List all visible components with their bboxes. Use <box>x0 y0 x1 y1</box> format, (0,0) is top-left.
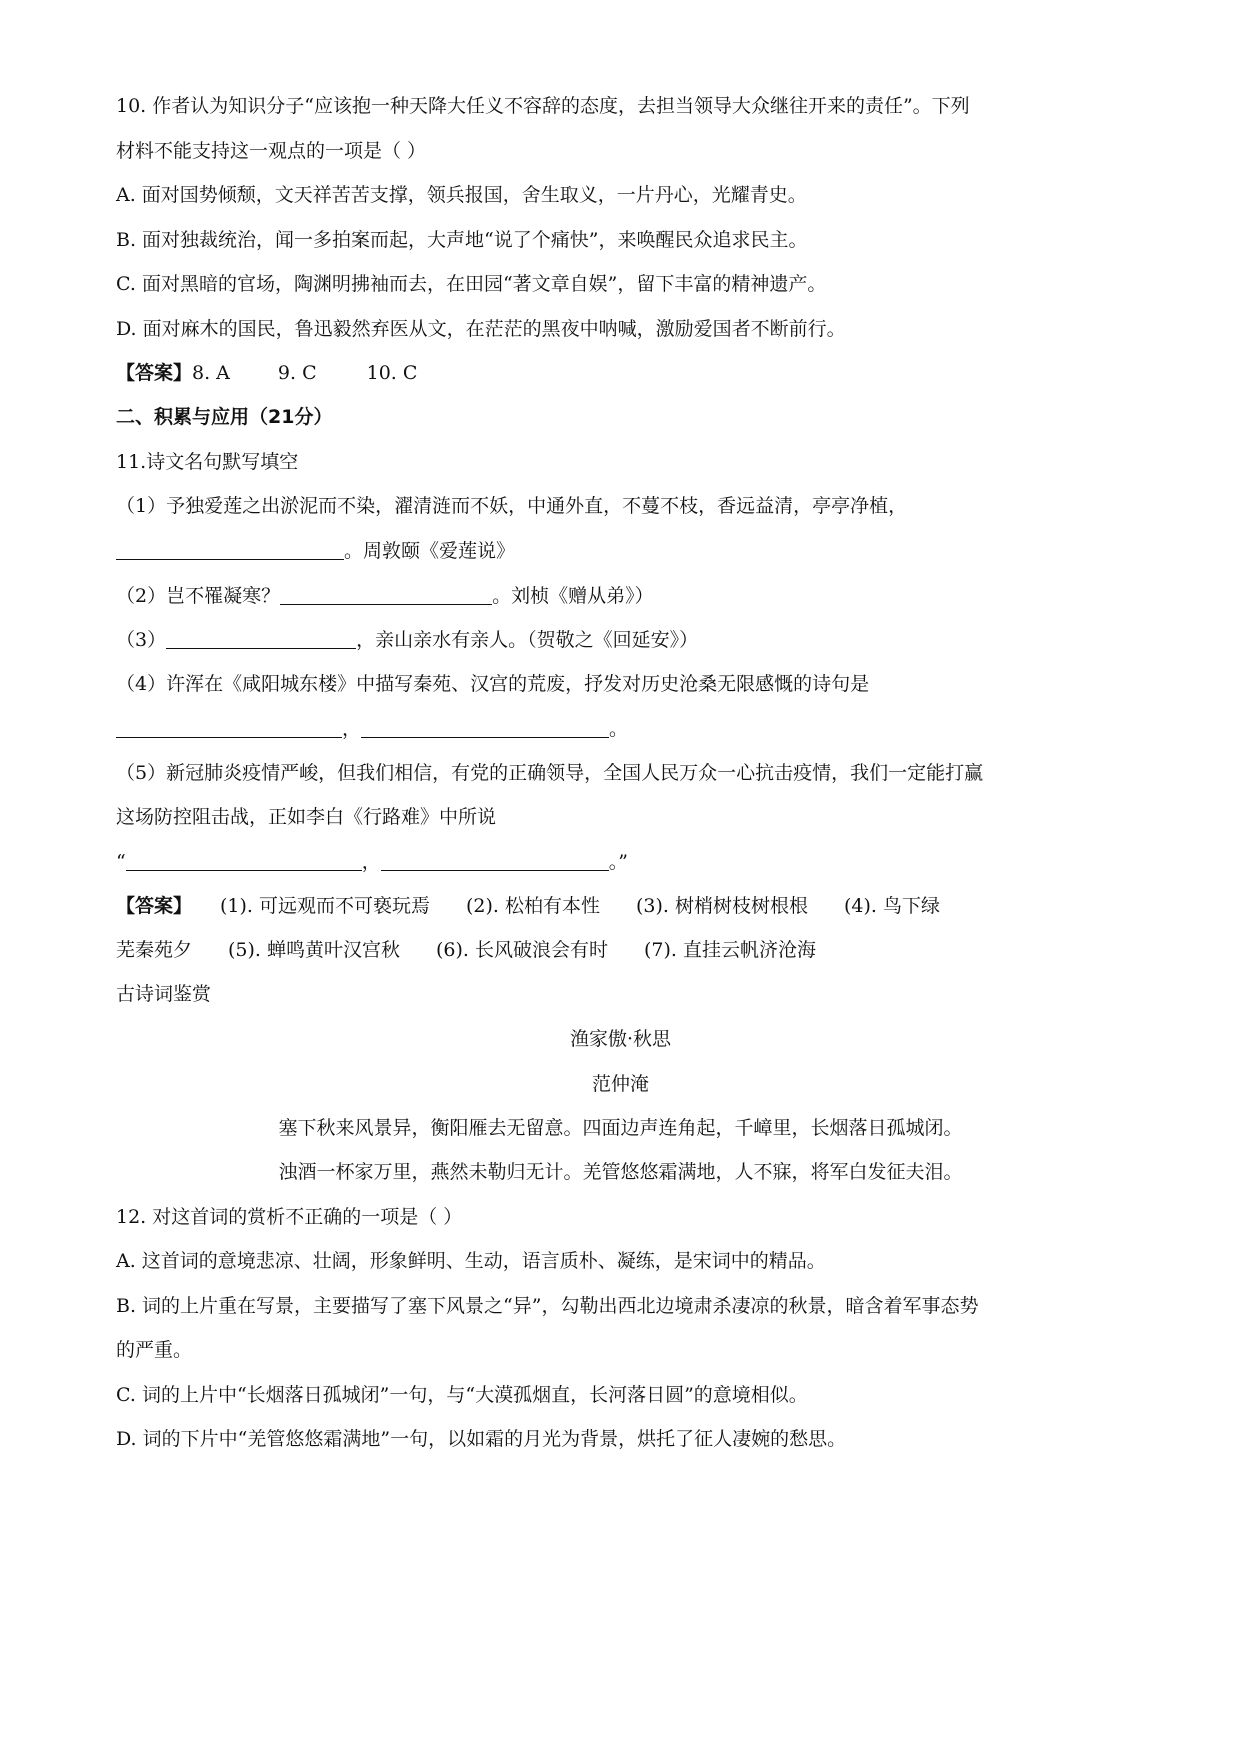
answer-block-2 <box>116 897 940 916</box>
q12-option-c: C. 词的上片中“长烟落日孤城闭”一句，与“大漠孤烟直，长河落日圆”的意境相似。 <box>116 1384 808 1406</box>
poem-section-title: 古诗词鉴赏 <box>116 983 212 1005</box>
fill-blank[interactable] <box>126 852 362 871</box>
answer-item: (5). 蝉鸣黄叶汉宫秋 <box>228 939 401 961</box>
answer-item: (7). 直挂云帆济沧海 <box>644 939 817 961</box>
poem-line-1: 塞下秋来风景异，衡阳雁去无留意。四面边声连角起，千嶂里，长烟落日孤城闭。 <box>278 1117 963 1139</box>
q12-option-a: A. 这首词的意境悲凉、壮阔，形象鲜明、生动，语言质朴、凝练，是宋词中的精品。 <box>116 1250 826 1272</box>
poem-line-2: 浊酒一杯家万里，燕然未勒归无计。羌管悠悠霜满地，人不寐，将军白发征夫泪。 <box>278 1161 963 1183</box>
q11-title: 11.诗文名句默写填空 <box>116 451 299 473</box>
q10-option-b: B. 面对独裁统治，闻一多拍案而起，大声地“说了个痛快”，来唤醒民众追求民主。 <box>116 229 808 251</box>
answer-label: 【答案】 <box>116 895 193 917</box>
fill-blank[interactable] <box>116 719 342 738</box>
answer-block-2-line2 <box>116 941 816 960</box>
section-title: 二、积累与应用（21分） <box>116 406 333 428</box>
poem-author: 范仲淹 <box>591 1073 649 1095</box>
q10-option-c: C. 面对黑暗的官场，陶渊明拂袖而去，在田园“著文章自娱”，留下丰富的精神遗产。 <box>116 273 827 295</box>
q10-option-d: D. 面对麻木的国民，鲁迅毅然弃医从文，在茫茫的黑夜中呐喊，激励爱国者不断前行。 <box>116 318 846 340</box>
q11-item5-sep: ， <box>361 851 381 873</box>
fill-blank[interactable] <box>361 719 609 738</box>
q10-stem-line1: 10. 作者认为知识分子“应该抱一种天降大任义不容辞的态度，去担当领导大众继往开来的责任”。下列 <box>116 95 970 117</box>
fill-blank[interactable] <box>116 541 344 560</box>
q11-item5-close-quote: 。” <box>608 851 628 873</box>
q11-item5-line3 <box>116 852 628 872</box>
q12-stem: 12. 对这首词的赏析不正确的一项是（ ） <box>116 1206 463 1228</box>
answer-item: (2). 松柏有本性 <box>466 895 601 917</box>
q11-item3-head: （3） <box>116 629 167 651</box>
q10-option-a: A. 面对国势倾颓，文天祥苦苦支撑，领兵报国，舍生取义，一片丹心，光耀青史。 <box>116 184 807 206</box>
q11-item3-tail: ，亲山亲水有亲人。（贺敬之《回延安》） <box>356 629 699 651</box>
answer-item: (1). 可远观而不可亵玩焉 <box>220 895 431 917</box>
q11-item1-line1: （1）予独爱莲之出淤泥而不染，濯清涟而不妖，中通外直，不蔓不枝，香远益清，亭亭净植， <box>116 495 908 517</box>
q11-item1-line2 <box>116 541 515 561</box>
answer-10: 10. C <box>366 362 418 384</box>
answer-label: 【答案】 <box>116 362 193 384</box>
poem-title: 渔家傲·秋思 <box>569 1028 672 1050</box>
q11-item3 <box>116 630 698 650</box>
fill-blank[interactable] <box>166 630 356 649</box>
q11-item2 <box>116 586 654 606</box>
q12-option-b-line2: 的严重。 <box>116 1339 193 1361</box>
answer-item: (3). 树梢树枝树根根 <box>636 895 809 917</box>
q12-option-b-line1: B. 词的上片重在写景，主要描写了塞下风景之“异”，勾勒出西北边境肃杀凄凉的秋景，暗含着军事态势 <box>116 1295 979 1317</box>
q11-item2-tail: 。刘桢《赠从弟》） <box>492 585 654 607</box>
q11-item1-tail: 。周敦颐《爱莲说》 <box>344 540 516 562</box>
answer-block-1 <box>116 364 417 383</box>
q10-stem-line2: 材料不能支持这一观点的一项是（ ） <box>116 140 427 162</box>
fill-blank[interactable] <box>381 852 609 871</box>
fill-blank[interactable] <box>280 586 492 605</box>
q11-item4-line1: （4）许浑在《咸阳城东楼》中描写秦苑、汉宫的荒废，抒发对历史沧桑无限感慨的诗句是 <box>116 673 870 695</box>
q12-option-d: D. 词的下片中“羌管悠悠霜满地”一句，以如霜的月光为背景，烘托了征人凄婉的愁思。 <box>116 1428 847 1450</box>
answer-item: 芜秦苑夕 <box>116 939 193 961</box>
q11-item5-open-quote: “ <box>116 851 126 873</box>
q11-item2-head: （2）岂不罹凝寒？ <box>116 585 281 607</box>
q11-item4-tail: 。 <box>609 718 629 740</box>
answer-item: (6). 长风破浪会有时 <box>436 939 609 961</box>
answer-item: (4). 鸟下绿 <box>844 895 941 917</box>
answer-9: 9. C <box>277 362 317 384</box>
q11-item4-line2 <box>116 719 628 739</box>
answer-8: 8. A <box>192 362 230 384</box>
q11-item5-line2: 这场防控阻击战，正如李白《行路难》中所说 <box>116 806 497 828</box>
q11-item5-line1: （5）新冠肺炎疫情严峻，但我们相信，有党的正确领导，全国人民万众一心抗击疫情，我们一定能打赢 <box>116 762 984 784</box>
q11-item4-sep: ， <box>342 718 362 740</box>
